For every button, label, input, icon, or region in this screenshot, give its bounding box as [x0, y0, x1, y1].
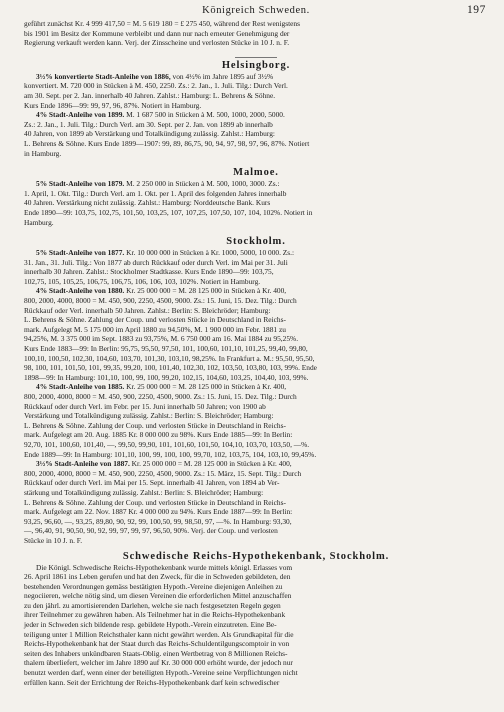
loan-title: 4% Stadt-Anleihe von 1899. [36, 110, 125, 120]
separator-rule [24, 48, 488, 59]
text-span: Kr. 25 000 000 = M. 28 125 000 in Stücken à Kr. 400, [124, 382, 287, 392]
text-line: 93,25, 96,60, —, 93,25, 89,80, 90, 92, 99, 100,50, 99, 98,50, 97, —%. In Hamburg: 93,30, [24, 516, 292, 526]
stockholm-loan-1887 [24, 459, 488, 545]
text-line: 800, 2000, 4000, 8000 = M. 450, 900, 2250, 4500, 9000. Zs.: 15. Juni, 15. Dez. Tilg.: Durch [24, 392, 297, 401]
loan-title: 5% Stadt-Anleihe von 1877. [36, 248, 125, 258]
text-line: benutzt werden darf, wenn einer der beteiligten Hypoth.-Vereine seine Verpflichtungen nicht [24, 668, 298, 678]
text-line [24, 286, 488, 296]
text-line: geführt zunächst Kr. 4 999 417,50 = M. 5 619 180 = £ 275 450, während der Rest wenigstens [24, 19, 301, 28]
text-line: am 30. Sept. per 2. Jan. innerhalb 40 Jahren. Zahlst.: Hamburg: L. Behrens & Söhne. [24, 90, 276, 100]
text-line: konvertiert. M. 720 000 in Stücken à M. 450, 2250. Zs.: 2. Jan., 1. Juli. Tilg.: Durch Verl. [24, 81, 288, 91]
loan-title: 3½% Stadt-Anleihe von 1887. [36, 459, 130, 469]
text-line: 102,75, 105, 105,25, 106,75, 106,75, 106, 106, 103, 102%. Notiert in Hamburg. [24, 276, 261, 286]
text-span: M. 1 687 500 in Stücken à M. 500, 1000, 2000, 5000. [124, 110, 285, 120]
text-line: mark. Aufgelegt am 20. Aug. 1885 Kr. 8 000 000 zu 98%. Kurs Ende 1885—99: In Berlin: [24, 430, 293, 440]
text-span: Kr. 25 000 000 = M. 28 125 000 in Stücken à Kr. 400, [124, 286, 287, 296]
text-line: 40 Jahren, von 1899 ab Verstärkung und Totalkündigung zulässig. Zahlst.: Hamburg: [24, 129, 275, 139]
section-heading-stockholm: Stockholm. [226, 236, 286, 248]
text-line: 800, 2000, 4000, 8000 = M. 450, 900, 2250, 4500, 9000. Zs.: 15. Juni, 15. Dez. Tilg.: Durch [24, 296, 297, 306]
helsingborg-loan-1899 [24, 110, 488, 158]
text-line: 26. April 1861 ins Leben gerufen und hat den Zweck, für die in Schweden gebildeten, den [24, 572, 291, 582]
section-heading-hypothekenbank: Schwedische Reichs-Hypothekenbank, Stockholm. [122, 550, 390, 562]
loan-title: 5% Stadt-Anleihe von 1879. [36, 179, 125, 189]
text-line: Hamburg. [24, 217, 54, 227]
text-line: L. Behrens & Söhne. Zahlung der Coup. und verlosten Stücke in Deutschland in Reichs- [24, 420, 286, 430]
hypothekenbank-paragraph [24, 563, 488, 688]
text-line: Kurs Ende 1883—99: In Berlin: 95,75, 95,50, 97,50, 101, 100,60, 101,10, 101,25, 99,40, 99,80, [24, 344, 308, 354]
text-span: von 4½% im Jahre 1895 auf 3½% [170, 71, 274, 81]
text-line [24, 382, 488, 392]
loan-title: 4% Stadt-Anleihe von 1885. [36, 382, 125, 392]
text-line: thalern überliefert, welcher im Jahre 1890 auf Kr. 30 000 000 erhöht wurde, der jedoch nur [24, 658, 293, 668]
text-line: in Hamburg. [24, 148, 62, 158]
text-line: stärkung und Totalkündigung zulässig. Zahlst.: Berlin: S. Bleichröder; Hamburg: [24, 487, 264, 497]
text-span: Kr. 25 000 000 = M. 28 125 000 in Stücken à Kr. 400, [129, 459, 292, 469]
running-head [24, 4, 488, 19]
text-line [24, 110, 488, 120]
text-line [24, 248, 488, 258]
text-line: 1. April, 1. Okt. Tilg.: Durch Verl. am 1. Okt. per 1. April des folgenden Jahres innerhalb [24, 188, 287, 198]
malmoe-loan-1879 [24, 179, 488, 227]
intro-paragraph [24, 19, 488, 48]
text-line: L. Behrens & Söhne. Zahlung der Coup. und verlosten Stücke in Deutschland in Reichs- [24, 315, 286, 325]
loan-title: 4% Stadt-Anleihe von 1880. [36, 286, 125, 296]
text-line [24, 179, 488, 189]
text-line: Regierung verkauft werden kann. Verj. der Zinsscheine und verlosten Stücke in 10 J. n. F. [24, 38, 290, 48]
text-line: Rückkauf oder Verl. innerhalb 50 Jahren. Zahlst.: Berlin: S. Bleichröder; Hamburg: [24, 305, 271, 315]
text-line: teiligung unter 1 Million Reichsthaler kann nicht gewährt werden. Als Grundkapital für die [24, 629, 294, 639]
text-line: 92,70, 101, 100,60, 101,40, —, 99,50, 99,90, 101, 101,60, 101,50, 104,10, 103,70, 103,50, —%. [24, 439, 310, 449]
text-line: bestehenden Verordnungen gemäss bestätigten Hypoth.-Vereine diejenigen Anleihen zu [24, 581, 283, 591]
text-line: L. Behrens & Söhne. Kurs Ende 1899—1907: 99, 89, 86,75, 90, 94, 97, 98, 97, 96, 87%. Notiert [24, 138, 310, 148]
text-line: Kurs Ende 1896—99: 99, 97, 96, 87%. Notiert in Hamburg. [24, 100, 202, 110]
text-line: 100,10, 100,50, 102,30, 104,60, 103,70, 101,30, 103,10, 98,25%. In Frankfurt a. M.: 95,50, 95,50, [24, 353, 315, 363]
text-line: erfüllen kann. Seit der Errichtung der Reichs-Hypothekenbank darf kein schwedischer [24, 677, 280, 687]
text-line: Die Königl. Schwedische Reichs-Hypothekenbank wurde mittels königl. Erlasses vom [36, 562, 293, 572]
text-line: ihrer Teilnehmer zu gewähren haben. Als Teilnehmer hat in die Reichs-Hypothekenbank [24, 610, 286, 620]
text-line: 40 Jahren. Verstärkung nicht zulässig. Zahlst.: Hamburg: Norddeutsche Bank. Kurs [24, 198, 271, 208]
text-line: 94,25%, M. 3 375 000 im Sept. 1883 zu 93,75%, M. 6 750 000 am 16. Mai 1884 zu 95,25%. [24, 334, 299, 344]
text-span: M. 2 250 000 in Stücken à M. 500, 1000, 3000. Zs.: [124, 179, 280, 189]
text-line: Ende 1889—99: In Hamburg: 101,10, 100, 99, 100, 100, 99,70, 102, 103,75, 104, 103,10, 99,45%. [24, 449, 317, 459]
text-line: mark. Aufgelegt am 22. Nov. 1887 Kr. 4 000 000 zu 94%. Kurs Ende 1887—99: In Berlin: [24, 507, 293, 517]
section-heading-helsingborg: Helsingborg. [221, 59, 291, 71]
text-line: jeder in Schweden sich bildende resp. gebildete Hypoth.-Verein einzutreten. Eine Be- [24, 620, 277, 630]
text-line: bis 1901 im Besitz der Kommune verbleibt und dann nur nach erneuter Genehmigung der [24, 28, 290, 38]
text-line: Stücke in 10 J. n. F. [24, 535, 83, 545]
text-line: zu den jährl. zu amortisierenden Darlehen, welche sie nach festgesetzten Regeln gegen [24, 600, 281, 610]
text-line: L. Behrens & Söhne. Zahlung der Coup. und verlosten Stücke in Deutschland in Reichs- [24, 497, 286, 507]
running-head-title: Königreich Schweden. [202, 5, 310, 16]
text-span: Kr. 10 000 000 in Stücken à Kr. 1000, 5000, 10 000. Zs.: [124, 248, 295, 258]
text-line: 98, 100, 101, 101,50, 101, 99,35, 99,20, 100, 101,40, 102,30, 102, 103,50, 103,80, 103, 99%. Ende [24, 363, 317, 373]
text-line: Rückkauf oder durch Verl. im Febr. per 15. Juni innerhalb 50 Jahren; von 1900 ab [24, 401, 266, 411]
text-line: Reichs-Hypothekenbank hat der Staat durch das Reichs-Schuldentilgungscomptoir in von [24, 639, 290, 649]
text-line: Rückkauf oder durch Verl. im Mai per 15. Sept. innerhalb 41 Jahren, von 1894 ab Ver- [24, 478, 280, 488]
section-heading-malmoe: Malmoe. [233, 167, 279, 179]
stockholm-loan-1877 [24, 248, 488, 286]
loan-title: 3½% konvertierte Stadt-Anleihe von 1886, [36, 71, 171, 81]
text-line [24, 459, 488, 469]
text-line: Zs.: 2. Jan., 1. Juli. Tilg.: Durch Verl. am 30. Sept. per 2. Jan. von 1899 ab innerhalb [24, 119, 273, 129]
text-line: —, 96,40, 91, 90,50, 90, 92, 99, 97, 99, 97, 96,50, 90%. Verj. der Coup. und verlosten [24, 526, 278, 536]
helsingborg-loan-1886 [24, 72, 488, 110]
text-line: 1898—99: In Hamburg: 101,10, 100, 99, 100, 99,20, 102,15, 104,60, 103,25, 104,40, 103, 99%. [24, 372, 309, 382]
page-number: 197 [466, 4, 486, 16]
text-line: Ende 1890—99: 103,75, 102,75, 101,50, 103,25, 107, 107,25, 107,50, 107, 104, 102%. Notiert in [24, 207, 313, 217]
text-line: 31. Jan., 31. Juli. Tilg.: Von 1877 ab durch Rückkauf oder durch Verl. im Mai per 31. Juli [24, 257, 288, 267]
text-line: seiten des Inhabers unkündbaren Staats-Oblig. einen Wertbetrag von 8 Millionen Reichs- [24, 648, 288, 658]
text-line: 800, 2000, 4000, 8000 = M. 450, 900, 2250, 4500, 9000. Zs.: 15. März, 15. Sept. Tilg.: Durch [24, 468, 302, 478]
stockholm-loan-1880 [24, 286, 488, 382]
text-line: innerhalb 30 Jahren. Zahlst.: Stockholmer Stadtkasse. Kurs Ende 1890—99: 103,75, [24, 267, 274, 277]
text-line: mark. Aufgelegt M. 5 175 000 im April 1880 zu 94,50%, M. 1 900 000 im Febr. 1881 zu [24, 324, 286, 334]
stockholm-loan-1885 [24, 382, 488, 459]
text-line: negociieren, welche nötig sind, um diesen Vereinen die erforderlichen Mittel anzuschaffen [24, 591, 292, 601]
text-line: Verstärkung und Totalkündigung zulässig. Zahlst.: Berlin: S. Bleichröder; Hamburg: [24, 411, 274, 421]
text-line [24, 72, 488, 82]
